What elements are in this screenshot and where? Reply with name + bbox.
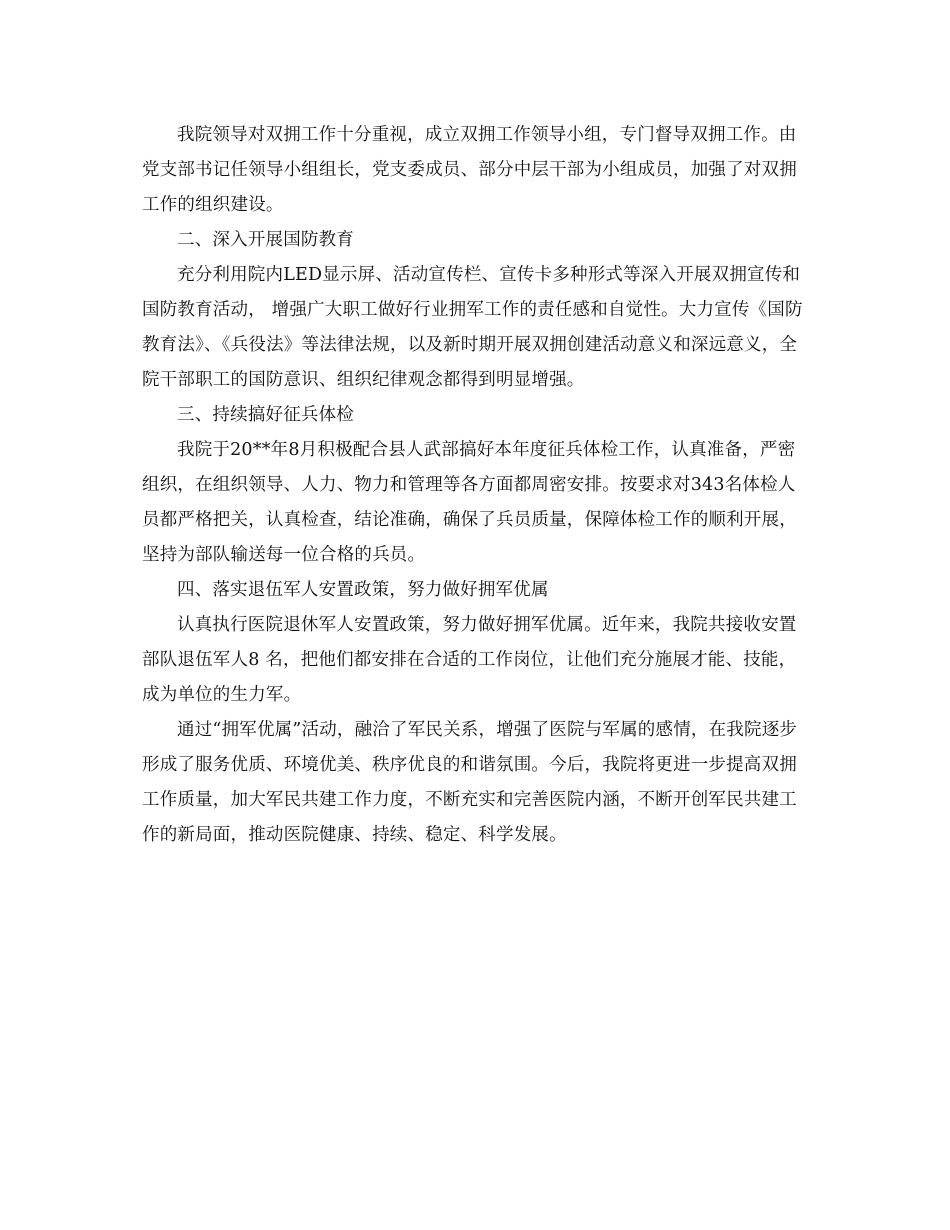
heading-conscription-exam: 三、持续搞好征兵体检 — [177, 405, 354, 425]
paragraph-leadership: 我院领导对双拥工作十分重视，成立双拥工作领导小组，专门督导双拥工作。由党支部书记任领导小组组长，党支委成员、部分中层干部为小组成员，加强了对双拥工作的组织建设。 — [142, 125, 797, 215]
document-body — [142, 118, 810, 853]
heading-veteran-policy: 四、落实退伍军人安置政策，努力做好拥军优属 — [177, 580, 549, 600]
paragraph-defense-education: 充分利用院内LED显示屏、活动宣传栏、宣传卡多种形式等深入开展双拥宣传和国防教育活动， 增强广大职工做好行业拥军工作的责任感和自觉性。大力宣传《国防教育法》、《兵役法》等法律法规，以及新时期开展双拥创建活动意义和深远意义，全院干部职工的国防意识、组织纪律观念都得到明显增强。 — [142, 265, 803, 390]
paragraph-conclusion: 通过“拥军优属”活动，融洽了军民关系，增强了医院与军属的感情，在我院逐步形成了服务优质、环境优美、秩序优良的和谐氛围。今后，我院将更进一步提高双拥工作质量，加大军民共建工作力度，不断充实和完善医院内涵，不断开创军民共建工作的新局面，推动医院健康、持续、稳定、科学发展。 — [142, 720, 798, 845]
heading-defense-education: 二、深入开展国防教育 — [177, 230, 354, 250]
paragraph-veteran-policy: 认真执行医院退休军人安置政策，努力做好拥军优属。近年来，我院共接收安置部队退伍军人8 名，把他们都安排在合适的工作岗位，让他们充分施展才能、技能，成为单位的生力军。 — [142, 615, 797, 705]
paragraph-conscription-exam: 我院于20**年8月积极配合县人武部搞好本年度征兵体检工作，认真准备，严密组织，在组织领导、人力、物力和管理等各方面都周密安排。按要求对343名体检人员都严格把关，认真检查，结论准确，确保了兵员质量，保障体检工作的顺利开展，坚持为部队输送每一位合格的兵员。 — [142, 440, 797, 565]
